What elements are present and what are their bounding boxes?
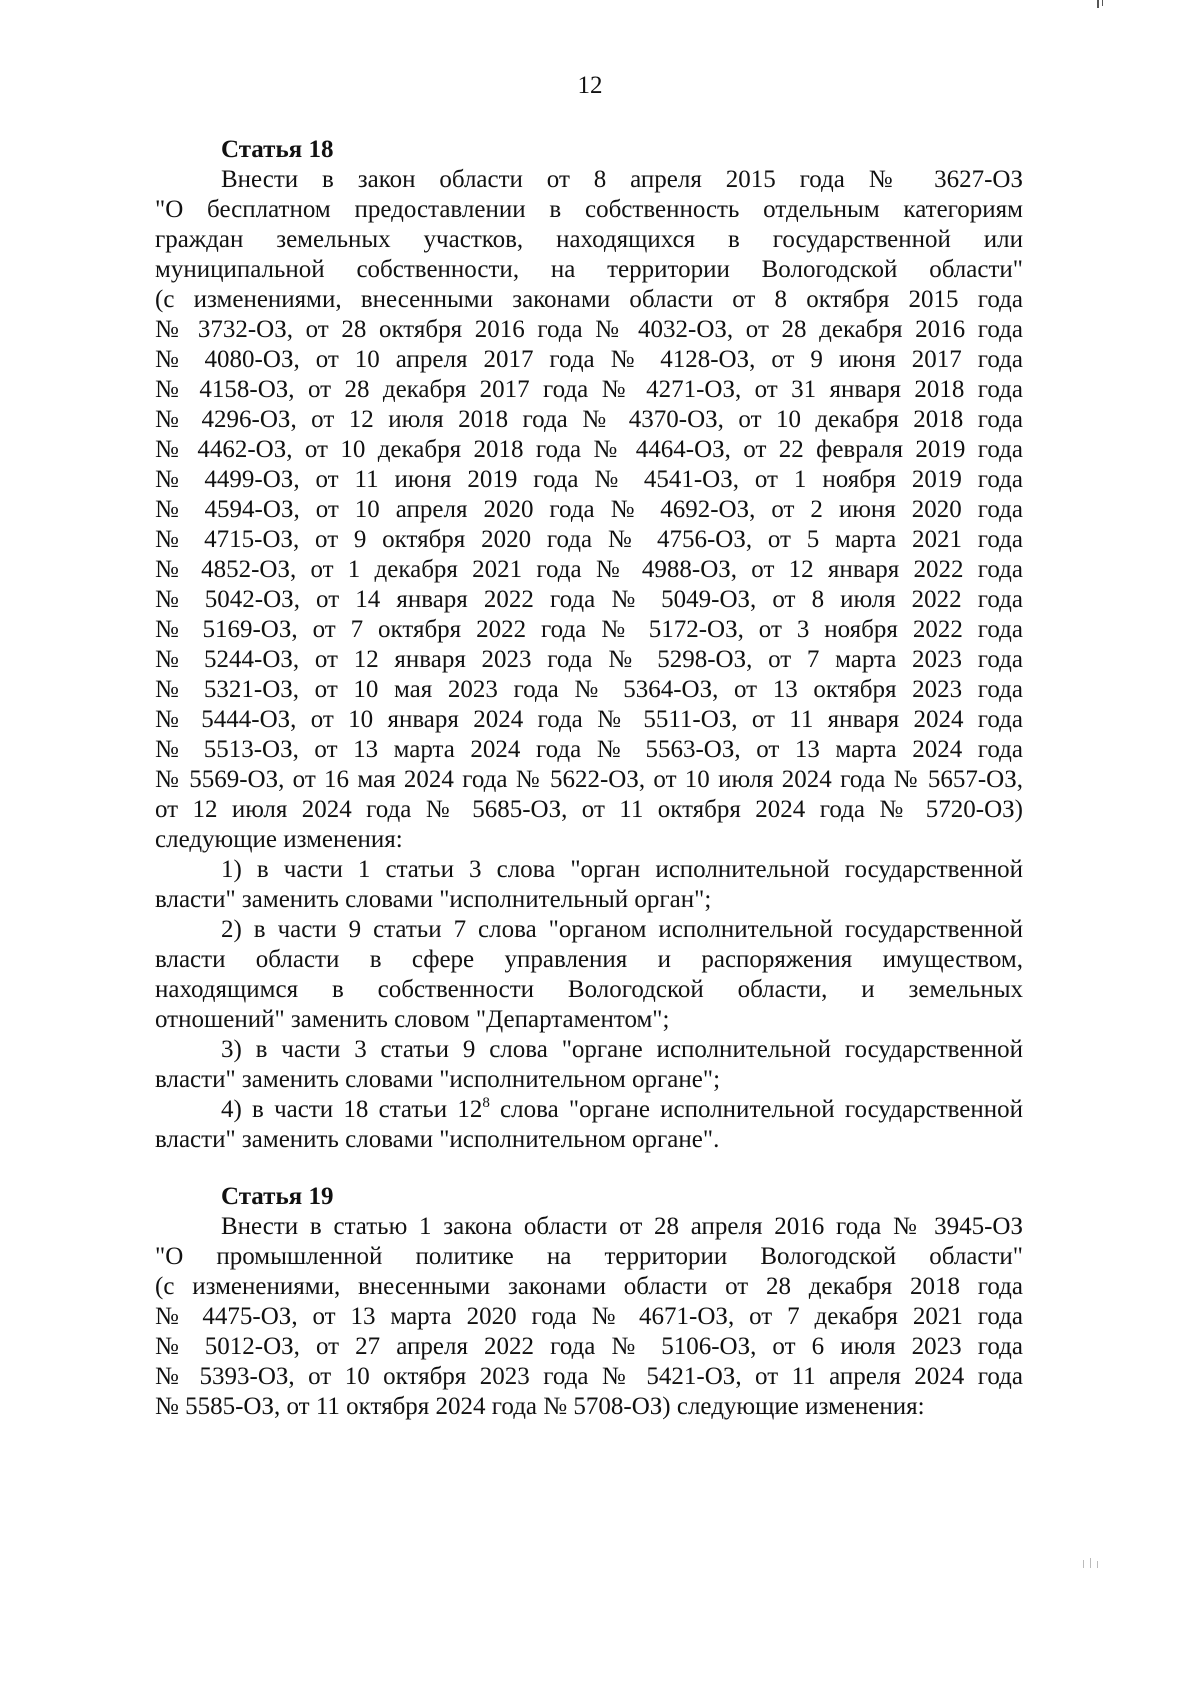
- text-line: № 4715-ОЗ, от 9 октября 2020 года № 4756-ОЗ, от 5 марта 2021 года: [155, 526, 1023, 553]
- text-line: № 4462-ОЗ, от 10 декабря 2018 года № 4464-ОЗ, от 22 февраля 2019 года: [155, 436, 1023, 463]
- text-line: "О бесплатном предоставлении в собственность отдельным категориям: [155, 196, 1023, 223]
- text-line: 1) в части 1 статьи 3 слова "орган исполнительной государственной: [221, 856, 1023, 883]
- scan-mark: [1097, 0, 1099, 8]
- text-line: № 3732-ОЗ, от 28 октября 2016 года № 4032-ОЗ, от 28 декабря 2016 года: [155, 316, 1023, 343]
- text-line: власти" заменить словами "исполнительном органе".: [155, 1126, 720, 1153]
- scan-mark: [1102, 0, 1103, 6]
- article-19-intro: [155, 1212, 1023, 1422]
- scan-mark: [1090, 1558, 1091, 1568]
- text-line: № 5513-ОЗ, от 13 марта 2024 года № 5563-ОЗ, от 13 марта 2024 года: [155, 736, 1023, 763]
- text-line: № 4080-ОЗ, от 10 апреля 2017 года № 4128-ОЗ, от 9 июня 2017 года: [155, 346, 1023, 373]
- text-line: № 4296-ОЗ, от 12 июля 2018 года № 4370-ОЗ, от 10 декабря 2018 года: [155, 406, 1023, 433]
- text-line: следующие изменения:: [155, 826, 403, 853]
- text-line: № 5444-ОЗ, от 10 января 2024 года № 5511-ОЗ, от 11 января 2024 года: [155, 706, 1023, 733]
- article-18: [155, 135, 1023, 1155]
- text-line: муниципальной собственности, на территории Вологодской области": [155, 256, 1023, 283]
- text-line: № 5169-ОЗ, от 7 октября 2022 года № 5172-ОЗ, от 3 ноября 2022 года: [155, 616, 1023, 643]
- text-line: № 4499-ОЗ, от 11 июня 2019 года № 4541-ОЗ, от 1 ноября 2019 года: [155, 466, 1023, 493]
- item-4-text-end: слова "органе исполнительной государственной: [489, 1096, 1023, 1123]
- text-line: № 5042-ОЗ, от 14 января 2022 года № 5049-ОЗ, от 8 июля 2022 года: [155, 586, 1023, 613]
- text-line: № 5393-ОЗ, от 10 октября 2023 года № 5421-ОЗ, от 11 апреля 2024 года: [155, 1363, 1023, 1390]
- text-line: отношений" заменить словом "Департаментом";: [155, 1006, 670, 1033]
- article-18-intro: [155, 165, 1023, 855]
- text-line: № 4475-ОЗ, от 13 марта 2020 года № 4671-ОЗ, от 7 декабря 2021 года: [155, 1303, 1023, 1330]
- text-line: находящимся в собственности Вологодской области, и земельных: [155, 976, 1023, 1003]
- text-line: № 5244-ОЗ, от 12 января 2023 года № 5298-ОЗ, от 7 марта 2023 года: [155, 646, 1023, 673]
- text-line: власти" заменить словами "исполнительный орган";: [155, 886, 712, 913]
- superscript: 8: [482, 1095, 490, 1111]
- article-18-item-2: [155, 915, 1023, 1035]
- text-line: № 4852-ОЗ, от 1 декабря 2021 года № 4988-ОЗ, от 12 января 2022 года: [155, 556, 1023, 583]
- text-line: [155, 1095, 1023, 1125]
- text-line: № 4594-ОЗ, от 10 апреля 2020 года № 4692-ОЗ, от 2 июня 2020 года: [155, 496, 1023, 523]
- text-line: "О промышленной политике на территории Вологодской области": [155, 1243, 1023, 1270]
- text-line: власти области в сфере управления и распоряжения имуществом,: [155, 946, 1023, 973]
- text-line: 3) в части 3 статьи 9 слова "органе исполнительной государственной: [221, 1036, 1023, 1063]
- article-18-item-3: [155, 1035, 1023, 1095]
- text-line: от 12 июля 2024 года № 5685-ОЗ, от 11 октября 2024 года № 5720-ОЗ): [155, 796, 1023, 823]
- text-line: граждан земельных участков, находящихся в государственной или: [155, 226, 1023, 253]
- page-number: 12: [577, 72, 603, 99]
- article-19: [155, 1182, 1023, 1422]
- text-line: Внести в статью 1 закона области от 28 апреля 2016 года № 3945-ОЗ: [221, 1213, 1023, 1240]
- text-line: № 5585-ОЗ, от 11 октября 2024 года № 5708-ОЗ) следующие изменения:: [155, 1393, 925, 1420]
- text-line: № 5569-ОЗ, от 16 мая 2024 года № 5622-ОЗ, от 10 июля 2024 года № 5657-ОЗ,: [155, 766, 1023, 793]
- text-line: № 5321-ОЗ, от 10 мая 2023 года № 5364-ОЗ, от 13 октября 2023 года: [155, 676, 1023, 703]
- article-18-item-1: [155, 855, 1023, 915]
- scan-mark: [1097, 1561, 1098, 1568]
- text-line: № 4158-ОЗ, от 28 декабря 2017 года № 4271-ОЗ, от 31 января 2018 года: [155, 376, 1023, 403]
- text-line: власти" заменить словами "исполнительном органе";: [155, 1066, 721, 1093]
- text-line: 2) в части 9 статьи 7 слова "органом исполнительной государственной: [221, 916, 1023, 943]
- article-18-item-4: [155, 1095, 1023, 1155]
- text-line: № 5012-ОЗ, от 27 апреля 2022 года № 5106-ОЗ, от 6 июля 2023 года: [155, 1333, 1023, 1360]
- scan-mark: [1083, 1560, 1084, 1568]
- text-line: Внести в закон области от 8 апреля 2015 года № 3627-ОЗ: [221, 166, 1023, 193]
- text-line: (с изменениями, внесенными законами области от 8 октября 2015 года: [155, 286, 1023, 313]
- item-4-text-start: 4) в части 18 статьи 12: [221, 1096, 483, 1123]
- article-18-heading: Статья 18: [221, 136, 334, 163]
- text-line: (с изменениями, внесенными законами области от 28 декабря 2018 года: [155, 1273, 1023, 1300]
- article-19-heading: Статья 19: [221, 1183, 334, 1210]
